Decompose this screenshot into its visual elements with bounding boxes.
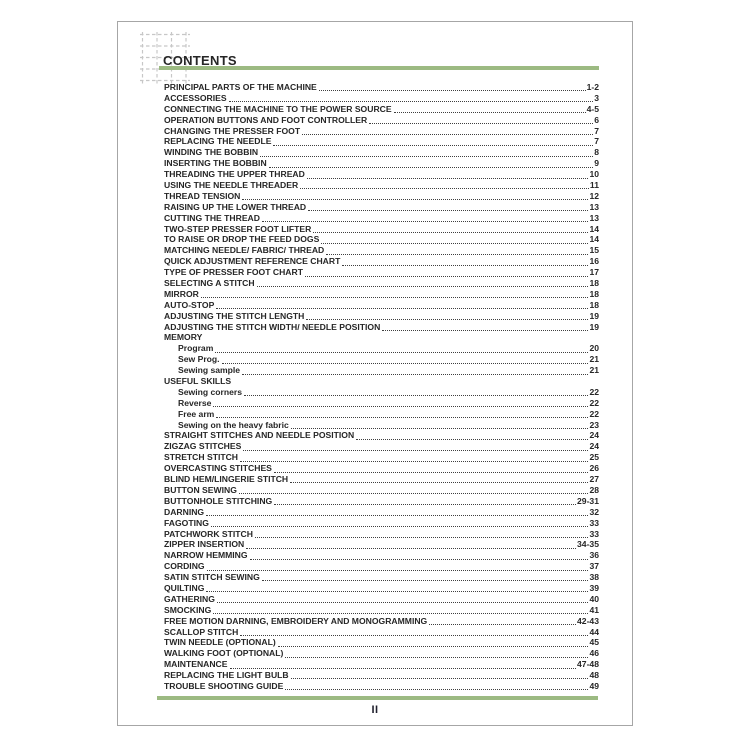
toc-entry-label: NARROW HEMMING [164,550,248,561]
toc-leader-dots [250,559,589,560]
toc-entry-label: ACCESSORIES [164,92,227,103]
toc-leader-dots [369,123,593,124]
toc-entry [164,583,599,594]
toc-entry [164,398,599,409]
toc-entry-page-number: 17 [589,267,599,278]
toc-entry-page-number: 18 [589,288,599,299]
toc-entry-page-number: 8 [594,147,599,158]
toc-entry-page-number: 1-2 [586,81,599,92]
toc-entry [164,529,599,540]
toc-leader-dots [257,286,589,287]
toc-entry-label: SMOCKING [164,604,212,615]
toc-entry [164,594,599,605]
toc-entry-page-number: 27 [589,474,599,485]
toc-entry [164,115,599,126]
toc-entry-label: OPERATION BUTTONS AND FOOT CONTROLLER [164,114,368,125]
toc-entry-label: STRAIGHT STITCHES AND NEEDLE POSITION [164,430,355,441]
toc-entry-label: FREE MOTION DARNING, EMBROIDERY AND MONOGRAMMING [164,615,428,626]
toc-entry [164,136,599,147]
toc-entry [164,180,599,191]
toc-entry-label: THREAD TENSION [164,190,241,201]
toc-leader-dots [307,178,589,179]
toc-leader-dots [269,167,594,168]
toc-entry-page-number: 42-43 [577,615,599,626]
toc-entry-label: GATHERING [164,593,215,604]
toc-leader-dots [321,243,588,244]
toc-leader-dots [326,254,588,255]
toc-entry [164,224,599,235]
toc-leader-dots [216,417,588,418]
toc-entry-page-number: 12 [589,190,599,201]
toc-entry-page-number: 34-35 [577,539,599,550]
toc-entry-label: ADJUSTING THE STITCH WIDTH/ NEEDLE POSITION [164,321,381,332]
toc-entry-label: REPLACING THE NEEDLE [164,136,272,147]
toc-entry-page-number: 21 [589,354,599,365]
toc-entry-page-number: 24 [589,430,599,441]
toc-entry-page-number: 49 [589,680,599,691]
toc-entry-page-number: 22 [589,397,599,408]
toc-entry-label: MAINTENANCE [164,659,228,670]
toc-leader-dots [262,580,589,581]
toc-entry-label: BUTTONHOLE STITCHING [164,495,273,506]
toc-section-heading [164,376,599,387]
toc-leader-dots [302,134,593,135]
toc-entry-label: AUTO-STOP [164,299,215,310]
toc-entry [164,278,599,289]
toc-leader-dots [240,461,588,462]
toc-entry-label: ZIGZAG STITCHES [164,441,242,452]
toc-entry-label: WINDING THE BOBBIN [164,147,259,158]
toc-entry [164,681,599,692]
toc-entry-label: Sewing on the heavy fabric [178,419,289,430]
toc-leader-dots [217,602,589,603]
toc-entry-label: PATCHWORK STITCH [164,528,253,539]
toc-leader-dots [206,515,588,516]
toc-entry [164,431,599,442]
toc-entry-label: TWIN NEEDLE (OPTIONAL) [164,637,276,648]
toc-leader-dots [313,232,588,233]
toc-leader-dots [239,493,589,494]
toc-leader-dots [246,548,576,549]
toc-entry-page-number: 19 [589,321,599,332]
toc-entry [164,343,599,354]
toc-entry [164,82,599,93]
page-number: II [371,704,379,716]
toc-entry-page-number: 44 [589,626,599,637]
toc-leader-dots [262,221,588,222]
toc-entry [164,311,599,322]
toc-leader-dots [240,635,588,636]
toc-leader-dots [285,657,588,658]
toc-entry-label: SATIN STITCH SEWING [164,572,260,583]
toc-entry-page-number: 33 [589,528,599,539]
toc-entry-label: SCALLOP STITCH [164,626,239,637]
toc-leader-dots [285,689,588,690]
footer-rule [157,696,598,700]
toc-entry-page-number: 18 [589,299,599,310]
toc-entry-page-number: 28 [589,484,599,495]
toc-entry [164,300,599,311]
toc-entry-page-number: 47-48 [577,659,599,670]
toc-entry-label: MIRROR [164,288,199,299]
toc-entry [164,659,599,670]
toc-entry-page-number: 25 [589,452,599,463]
toc-entry-page-number: 3 [594,92,599,103]
toc-entry-page-number: 23 [589,419,599,430]
toc-entry [164,267,599,278]
toc-entry-page-number: 21 [589,365,599,376]
toc-leader-dots [244,395,588,396]
toc-entry-label: RAISING UP THE LOWER THREAD [164,201,307,212]
toc-leader-dots [255,537,588,538]
toc-leader-dots [216,308,588,309]
toc-leader-dots [290,482,588,483]
toc-entry-label: WALKING FOOT (OPTIONAL) [164,648,284,659]
toc-leader-dots [300,188,589,189]
toc-entry [164,126,599,137]
toc-leader-dots [207,570,589,571]
toc-leader-dots [213,406,588,407]
toc-entry-label: QUILTING [164,582,205,593]
manual-page [117,21,633,726]
toc-leader-dots [242,374,588,375]
toc-leader-dots [305,276,588,277]
toc-entry [164,169,599,180]
toc-entry-page-number: 11 [589,180,599,190]
toc-leader-dots [429,624,576,625]
toc-entry [164,452,599,463]
toc-entry [164,354,599,365]
toc-entry-label: USING THE NEEDLE THREADER [164,180,299,190]
toc-entry-label: CORDING [164,561,205,572]
toc-entry [164,561,599,572]
toc-entry-page-number: 38 [589,572,599,583]
toc-entry [164,420,599,431]
toc-section-heading [164,332,599,343]
toc-leader-dots [230,668,577,669]
toc-leader-dots [201,297,589,298]
toc-entry-page-number: 26 [589,463,599,474]
table-of-contents [164,82,599,692]
toc-entry-label: ZIPPER INSERTION [164,539,245,550]
toc-entry [164,539,599,550]
toc-entry [164,616,599,627]
toc-entry-label: OVERCASTING STITCHES [164,463,272,474]
toc-entry-label: BUTTON SEWING [164,484,237,495]
toc-entry-page-number: 48 [589,670,599,681]
toc-entry-page-number: 29-31 [577,495,599,506]
toc-entry-page-number: 13 [589,212,599,223]
toc-entry [164,550,599,561]
toc-entry-page-number: 33 [589,517,599,528]
toc-leader-dots [222,363,589,364]
toc-entry-page-number: 13 [589,201,599,212]
toc-entry-label: INSERTING THE BOBBIN [164,158,267,169]
toc-entry [164,289,599,300]
toc-entry-label: THREADING THE UPPER THREAD [164,169,305,180]
toc-entry [164,605,599,616]
toc-entry [164,409,599,420]
toc-leader-dots [291,678,589,679]
toc-entry [164,518,599,529]
toc-entry-page-number: 6 [594,114,599,125]
toc-entry [164,158,599,169]
toc-entry-label: Free arm [178,408,215,419]
toc-entry-page-number: 22 [589,408,599,419]
toc-leader-dots [278,646,589,647]
toc-entry-label: PRINCIPAL PARTS OF THE MACHINE [164,81,317,92]
toc-entry-page-number: 40 [589,593,599,604]
toc-entry-page-number: 22 [589,386,599,397]
toc-entry-page-number: 41 [589,604,599,615]
toc-leader-dots [319,90,586,91]
toc-entry-label: Sewing corners [178,386,242,397]
toc-leader-dots [260,156,593,157]
toc-entry-label: CHANGING THE PRESSER FOOT [164,125,301,136]
toc-entry-page-number: 39 [589,582,599,593]
toc-leader-dots [356,439,588,440]
toc-entry-label: FAGOTING [164,517,209,528]
toc-entry-label: BLIND HEM/LINGERIE STITCH [164,474,289,485]
toc-entry-page-number: 20 [589,343,599,354]
toc-entry-label: Sew Prog. [178,354,220,365]
toc-entry-label: QUICK ADJUSTMENT REFERENCE CHART [164,256,341,267]
toc-entry-page-number: 18 [589,278,599,289]
toc-entry-page-number: 37 [589,561,599,572]
toc-entry-page-number: 32 [589,506,599,517]
toc-leader-dots [342,265,588,266]
page-title: CONTENTS [163,53,237,68]
toc-entry [164,637,599,648]
toc-entry-label: Reverse [178,397,212,408]
toc-entry [164,322,599,333]
toc-leader-dots [213,613,588,614]
toc-entry-label: CUTTING THE THREAD [164,212,260,223]
toc-entry-page-number: 16 [589,256,599,267]
toc-entry-page-number: 9 [594,158,599,169]
toc-entry [164,441,599,452]
toc-entry [164,256,599,267]
toc-entry-page-number: 19 [589,310,599,321]
toc-entry [164,387,599,398]
toc-leader-dots [243,450,588,451]
toc-entry-label: TROUBLE SHOOTING GUIDE [164,680,284,691]
toc-entry [164,572,599,583]
toc-entry-page-number: 10 [589,169,599,180]
toc-entry [164,365,599,376]
toc-entry-label: SELECTING A STITCH [164,278,255,289]
toc-entry-page-number: 45 [589,637,599,648]
toc-entry [164,147,599,158]
toc-entry-label: USEFUL SKILLS [164,376,232,387]
toc-leader-dots [242,199,588,200]
toc-leader-dots [274,472,589,473]
toc-entry-label: CONNECTING THE MACHINE TO THE POWER SOURCE [164,103,392,114]
toc-leader-dots [206,591,588,592]
toc-entry [164,104,599,115]
toc-entry [164,93,599,104]
toc-entry-label: TYPE OF PRESSER FOOT CHART [164,267,303,278]
toc-entry-page-number: 14 [589,223,599,234]
toc-leader-dots [306,319,588,320]
toc-leader-dots [308,210,588,211]
toc-entry-label: ADJUSTING THE STITCH LENGTH [164,310,305,321]
toc-entry-label: MATCHING NEEDLE/ FABRIC/ THREAD [164,245,325,256]
toc-entry-page-number: 14 [589,234,599,245]
toc-entry-label: DARNING [164,506,205,517]
toc-entry-label: STRETCH STITCH [164,452,238,463]
toc-leader-dots [394,112,586,113]
toc-entry [164,234,599,245]
toc-leader-dots [211,526,589,527]
toc-entry [164,474,599,485]
toc-entry [164,507,599,518]
toc-entry [164,463,599,474]
toc-entry-label: MEMORY [164,332,203,343]
toc-entry-page-number: 24 [589,441,599,452]
toc-entry-page-number: 36 [589,550,599,561]
toc-entry-label: Sewing sample [178,365,241,376]
toc-leader-dots [382,330,588,331]
toc-entry-page-number: 4-5 [586,103,599,114]
toc-entry [164,213,599,224]
toc-entry [164,191,599,202]
toc-leader-dots [291,428,589,429]
toc-entry-page-number: 15 [589,245,599,256]
toc-leader-dots [274,504,576,505]
toc-entry-label: REPLACING THE LIGHT BULB [164,670,289,681]
toc-entry-label: TO RAISE OR DROP THE FEED DOGS [164,234,320,245]
toc-entry [164,670,599,681]
toc-leader-dots [273,145,593,146]
toc-entry-label: Program [178,343,214,354]
toc-entry [164,202,599,213]
toc-entry-page-number: 46 [589,648,599,659]
toc-entry [164,245,599,256]
toc-entry [164,496,599,507]
toc-entry [164,627,599,638]
toc-entry-label: TWO-STEP PRESSER FOOT LIFTER [164,223,312,234]
toc-entry [164,648,599,659]
toc-entry-page-number: 7 [594,125,599,136]
toc-entry [164,485,599,496]
toc-leader-dots [229,101,594,102]
toc-entry-page-number: 7 [594,136,599,147]
toc-leader-dots [215,352,588,353]
